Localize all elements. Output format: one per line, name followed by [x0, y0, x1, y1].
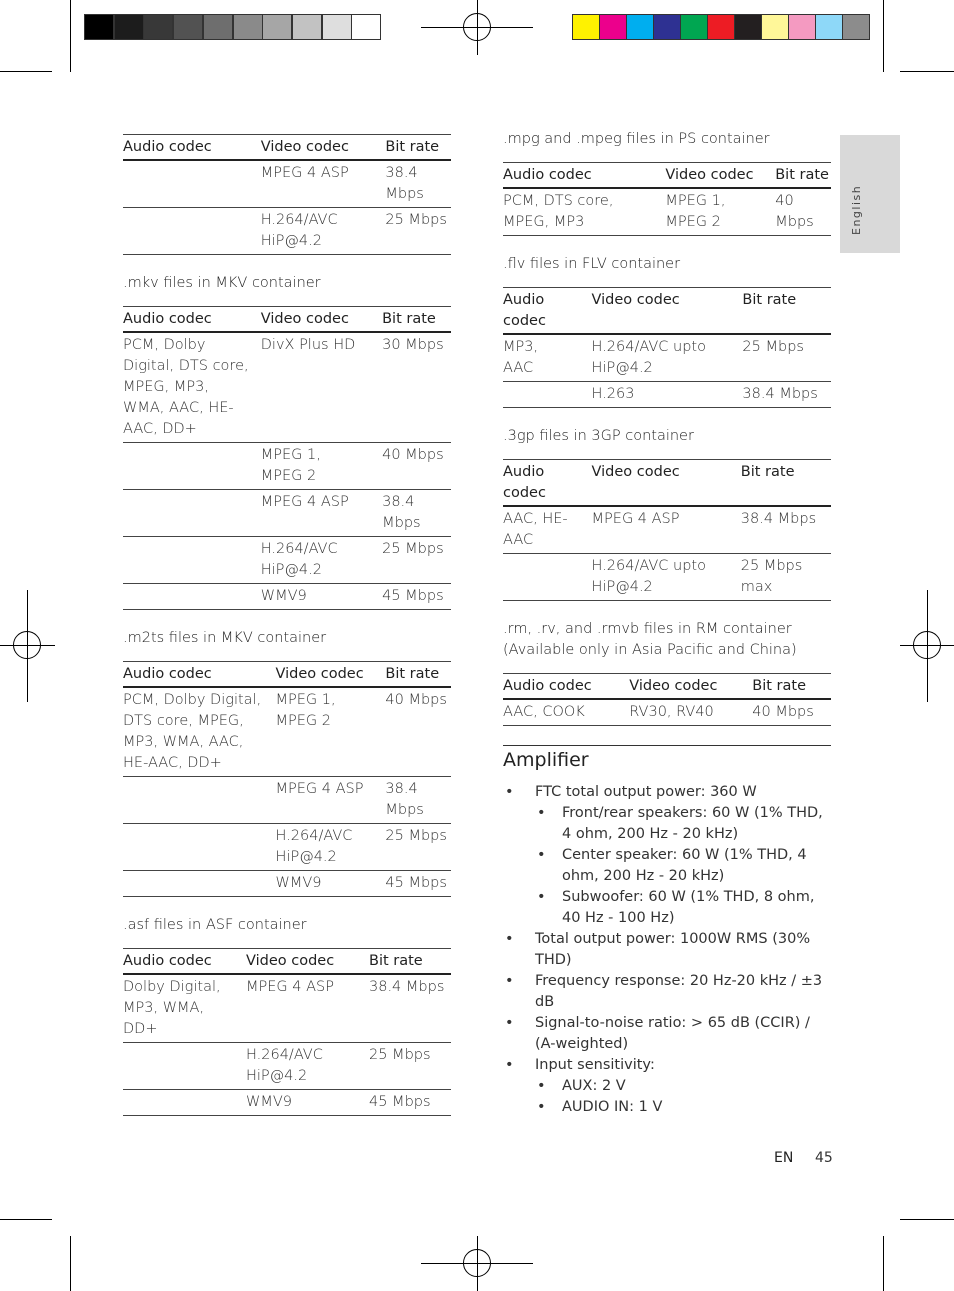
color-swatch	[653, 14, 681, 40]
table-cell: PCM, Dolby Digital, DTS core, MPEG, MP3, WMA, AAC, HE-AAC, DD+	[123, 692, 262, 771]
table-header-row	[503, 163, 831, 189]
crop-mark	[883, 0, 884, 72]
table-header-cell: Audio codec	[123, 139, 212, 155]
table-header-cell: Audio codec	[503, 292, 546, 329]
grayscale-swatch	[322, 14, 352, 40]
sub-list-item: • Front/rear speakers: 60 W (1% THD, 4 ohm, 200 Hz - 20 kHz)	[535, 803, 833, 845]
table-cell: AAC, HE- AAC	[503, 511, 568, 548]
table-cell	[123, 490, 261, 537]
table-cell: H.264/AVC upto HiP@4.2	[591, 558, 706, 595]
list-item	[503, 929, 833, 971]
table-header-cell: Bit rate	[385, 139, 440, 155]
crop-mark	[0, 71, 52, 72]
list-item	[503, 971, 833, 1013]
list-item-text: Total output power: 1000W RMS (30% THD)	[535, 931, 811, 968]
table-cell: 38.4 Mbps	[385, 781, 424, 818]
table-header-cell: Video codec	[591, 464, 680, 480]
color-swatch	[815, 14, 843, 40]
sub-list-item: • AUDIO IN: 1 V	[535, 1097, 833, 1118]
list-item-text: FTC total output power: 360 W	[535, 784, 757, 800]
table-header-row	[123, 135, 451, 161]
table-header-cell: Bit rate	[742, 292, 797, 308]
table-header-cell: Bit rate	[775, 167, 829, 183]
table-header-cell: Bit rate	[369, 953, 423, 969]
color-swatch	[572, 14, 600, 40]
table-cell	[123, 208, 261, 255]
table-header-cell: Bit rate	[740, 464, 795, 480]
table-cell: 40 Mbps	[775, 193, 814, 230]
footer-language: EN	[774, 1150, 794, 1166]
table-cell: WMV9	[246, 1094, 292, 1110]
3gp-codec-table	[503, 459, 831, 601]
table-header-cell: Video codec	[246, 953, 335, 969]
grayscale-swatch	[143, 14, 173, 40]
table-cell: AAC, COOK	[503, 704, 585, 720]
m2ts-heading: .m2ts files in MKV container	[123, 630, 327, 646]
table-header-cell: Audio codec	[123, 666, 212, 682]
table-header-cell: Video codec	[665, 167, 754, 183]
table-header-cell: Video codec	[260, 311, 349, 327]
color-swatch	[626, 14, 654, 40]
table-cell: 38.4 Mbps	[382, 494, 421, 531]
table-cell: 38.4 Mbps	[385, 165, 424, 202]
table-row	[123, 332, 451, 443]
table-header-cell: Video codec	[260, 139, 349, 155]
grayscale-swatch	[233, 14, 263, 40]
crop-mark	[900, 1219, 954, 1220]
table-cell: H.264/AVC HiP@4.2	[260, 541, 338, 578]
page-number: 45	[815, 1150, 833, 1166]
table-cell: PCM, Dolby Digital, DTS core, MPEG, MP3, WMA, AAC, HE- AAC, DD+	[123, 337, 249, 437]
language-side-tab	[840, 135, 900, 253]
list-item	[503, 782, 833, 929]
table-cell: DivX Plus HD	[260, 337, 356, 353]
asf-codec-table	[123, 948, 451, 1116]
mkv-heading: .mkv files in MKV container	[123, 275, 321, 291]
table-cell: 38.4 Mbps	[740, 511, 817, 527]
m2ts-codec-table	[123, 661, 451, 897]
table-header-cell: Bit rate	[382, 311, 436, 327]
table-cell: H.264/AVC upto HiP@4.2	[591, 339, 706, 376]
table-row	[123, 584, 451, 610]
sub-list-item: • AUX: 2 V	[535, 1076, 833, 1097]
list-item	[503, 1013, 833, 1055]
table-row	[503, 382, 831, 408]
table-header-cell: Audio codec	[503, 678, 592, 694]
color-swatch	[761, 14, 789, 40]
table-row	[123, 160, 451, 208]
crop-mark	[883, 1236, 884, 1291]
grayscale-swatch	[114, 14, 144, 40]
table-header-cell: Audio codec	[503, 464, 546, 501]
amplifier-title: Amplifier	[503, 749, 589, 771]
grayscale-swatch	[262, 14, 292, 40]
table-cell: WMV9	[260, 588, 307, 604]
table-header-row	[503, 674, 831, 700]
table-cell	[123, 1043, 246, 1090]
grayscale-swatch	[84, 14, 114, 40]
table-cell: 25 Mbps max	[740, 558, 803, 595]
table-cell: 25 Mbps	[385, 828, 447, 844]
table-cell	[503, 382, 592, 408]
table-cell: WMV9	[275, 875, 322, 891]
asf-heading: .asf files in ASF container	[123, 917, 307, 933]
table-cell: 40 Mbps	[382, 447, 444, 463]
table-header-cell: Video codec	[275, 666, 364, 682]
table-header-row	[123, 662, 451, 688]
flv-heading: .flv files in FLV container	[503, 256, 681, 272]
table-header-cell: Bit rate	[385, 666, 440, 682]
table-cell: H.264/AVC HiP@4.2	[275, 828, 353, 865]
table-cell: PCM, DTS core, MPEG, MP3	[503, 193, 614, 230]
mkv-codec-table	[123, 306, 451, 610]
table-cell: MP3, AAC	[503, 339, 539, 376]
table-cell: MPEG 4 ASP	[246, 979, 334, 995]
table-cell: 25 Mbps	[382, 541, 444, 557]
table-row	[123, 974, 451, 1043]
table-row	[123, 537, 451, 584]
table-cell: 45 Mbps	[385, 875, 447, 891]
table-cell: 45 Mbps	[382, 588, 444, 604]
table-cell	[123, 824, 276, 871]
table-row	[503, 554, 831, 601]
crop-mark	[900, 71, 954, 72]
table-cell: MPEG 1, MPEG 2	[260, 447, 321, 484]
color-swatch	[707, 14, 735, 40]
table-cell	[123, 1090, 246, 1116]
right-column	[503, 129, 831, 744]
table-header-cell: Audio codec	[503, 167, 592, 183]
grayscale-swatch	[173, 14, 203, 40]
table-row	[123, 871, 451, 897]
table-cell: MPEG 1, MPEG 2	[275, 692, 336, 729]
table-cell: H.264/AVC HiP@4.2	[260, 212, 338, 249]
crop-mark	[0, 1219, 52, 1220]
rm-codec-table	[503, 673, 831, 726]
table-cell	[503, 554, 592, 601]
table-cell: 30 Mbps	[382, 337, 444, 353]
table-cell	[123, 584, 261, 610]
table-cell: MPEG 4 ASP	[275, 781, 364, 797]
table-cell	[123, 443, 261, 490]
mpg-heading: .mpg and .mpeg files in PS container	[503, 131, 770, 147]
table-cell: 25 Mbps	[385, 212, 447, 228]
table-cell: MPEG 1, MPEG 2	[665, 193, 726, 230]
table-cell: 40 Mbps	[385, 692, 447, 708]
table-header-cell: Video codec	[591, 292, 680, 308]
color-swatch	[680, 14, 708, 40]
grayscale-swatch	[351, 14, 381, 40]
mp4-codec-table	[123, 134, 451, 255]
color-swatch	[599, 14, 627, 40]
list-item-text: Frequency response: 20 Hz-20 kHz / ±3 dB	[535, 973, 823, 1010]
table-cell	[123, 537, 261, 584]
table-cell: 45 Mbps	[369, 1094, 431, 1110]
table-cell: MPEG 4 ASP	[260, 165, 349, 181]
table-cell: 38.4 Mbps	[742, 386, 818, 402]
3gp-heading: .3gp files in 3GP container	[503, 428, 694, 444]
table-header-row	[123, 949, 451, 975]
table-cell: H.263	[591, 386, 635, 402]
table-cell	[123, 160, 261, 208]
grayscale-swatch	[292, 14, 322, 40]
table-cell: 25 Mbps	[742, 339, 804, 355]
table-header-cell: Audio codec	[123, 953, 212, 969]
rm-heading: .rm, .rv, and .rmvb files in RM container (Available only in Asia Pacific and China)	[503, 621, 797, 658]
table-cell: 38.4 Mbps	[369, 979, 445, 995]
table-row	[503, 506, 831, 554]
table-row	[123, 443, 451, 490]
list-item-text: Input sensitivity:	[535, 1057, 655, 1073]
sub-list-item: • Subwoofer: 60 W (1% THD, 8 ohm, 40 Hz - 100 Hz)	[535, 887, 833, 929]
table-row	[123, 687, 451, 777]
table-row	[123, 777, 451, 824]
grayscale-swatch	[203, 14, 233, 40]
table-header-cell: Video codec	[629, 678, 718, 694]
color-swatch	[788, 14, 816, 40]
table-row	[503, 699, 831, 726]
table-cell: MPEG 4 ASP	[260, 494, 349, 510]
table-header-row	[503, 288, 831, 335]
amplifier-rule	[503, 745, 831, 746]
table-row	[123, 824, 451, 871]
table-cell: Dolby Digital, MP3, WMA, DD+	[123, 979, 221, 1037]
table-header-row	[123, 307, 451, 333]
table-row	[503, 188, 831, 236]
flv-codec-table	[503, 287, 831, 408]
list-item	[503, 1055, 833, 1118]
table-row	[123, 208, 451, 255]
table-header-cell: Bit rate	[752, 678, 806, 694]
sub-list-item: • Center speaker: 60 W (1% THD, 4 ohm, 200 Hz - 20 kHz)	[535, 845, 833, 887]
table-cell: RV30, RV40	[629, 704, 714, 720]
table-cell: H.264/AVC HiP@4.2	[246, 1047, 323, 1084]
amplifier-spec-list	[503, 782, 833, 1118]
list-item-text: Signal-to-noise ratio: > 65 dB (CCIR) / (A-weighted)	[535, 1015, 810, 1052]
crop-mark	[70, 0, 71, 72]
table-cell: 25 Mbps	[369, 1047, 431, 1063]
left-column	[123, 134, 451, 1134]
table-cell: MPEG 4 ASP	[591, 511, 680, 527]
language-side-tab-label: English	[850, 184, 863, 235]
table-cell: 40 Mbps	[752, 704, 814, 720]
color-swatch	[842, 14, 870, 40]
table-header-cell: Audio codec	[123, 311, 212, 327]
table-row	[123, 1043, 451, 1090]
table-row	[503, 334, 831, 382]
table-cell	[123, 871, 276, 897]
table-header-row	[503, 460, 831, 507]
color-swatch	[734, 14, 762, 40]
crop-mark	[70, 1236, 71, 1291]
table-row	[123, 1090, 451, 1116]
table-row	[123, 490, 451, 537]
mpg-codec-table	[503, 162, 831, 236]
table-cell	[123, 777, 276, 824]
